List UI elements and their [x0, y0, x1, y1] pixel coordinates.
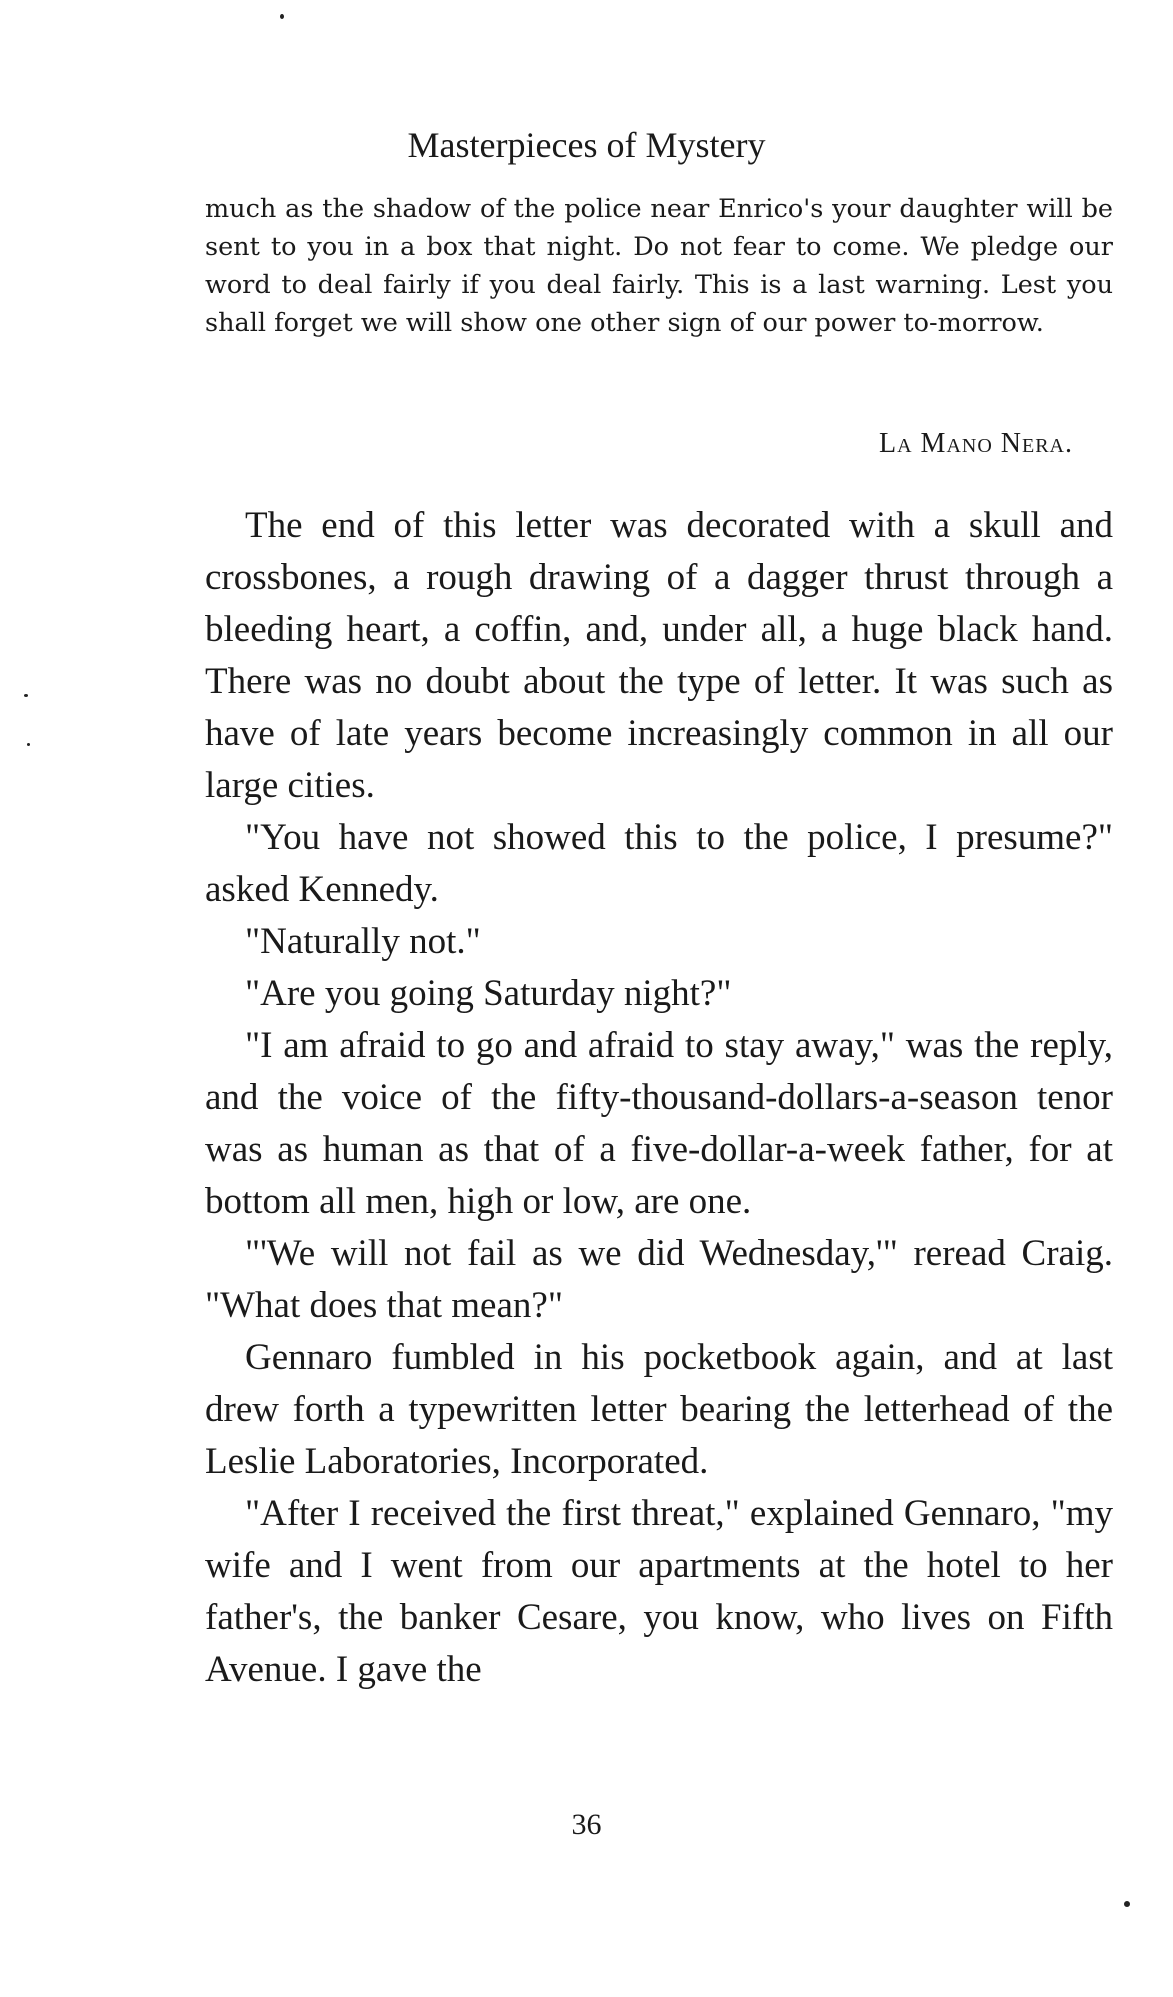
letter-signature: La Mano Nera.	[879, 428, 1073, 459]
paragraph: Gennaro fumbled in his pocketbook again, and at last drew forth a typewritten letter bearing the letterhead of the Leslie Laboratories, Incorporated.	[205, 1337, 1113, 1482]
paragraph: "Naturally not."	[245, 921, 481, 962]
body-text	[205, 500, 1113, 1696]
paragraph: "'We will not fail as we did Wednesday,'" reread Craig. "What does that mean?"	[205, 1233, 1113, 1326]
scan-speck	[1124, 1901, 1130, 1907]
paragraph: "Are you going Saturday night?"	[245, 973, 732, 1014]
paragraph: "I am afraid to go and afraid to stay away," was the reply, and the voice of the fifty-thousand-dollars-a-season tenor was as human as that of a five-dollar-a-week father, for at bottom all men, high or low, are one.	[205, 1025, 1113, 1222]
scan-speck	[24, 694, 28, 697]
paragraph: The end of this letter was decorated with a skull and crossbones, a rough drawing of a dagger thrust through a bleeding heart, a coffin, and, under all, a huge black hand. There was no doubt about the type of letter. It was such as have of late years become increasingly common in all our large cities.	[205, 505, 1113, 806]
running-head: Masterpieces of Mystery	[407, 125, 766, 165]
page-number: 36	[571, 1808, 602, 1841]
scan-speck	[27, 743, 30, 746]
paragraph: "After I received the first threat," explained Gennaro, "my wife and I went from our apartments at the hotel to her father's, the banker Cesare, you know, who lives on Fifth Avenue. I gave the	[205, 1493, 1113, 1690]
letter-text: much as the shadow of the police near Enrico's your daughter will be sent to you in a box that night. Do not fear to come. We pledge our word to deal fairly if you deal fairly. This is a last warning. Lest you shall forget we will show one other sign of our power to-morrow.	[205, 194, 1113, 338]
paragraph: "You have not showed this to the police, I presume?" asked Kennedy.	[205, 817, 1113, 910]
scan-speck	[280, 14, 284, 19]
quoted-letter	[205, 190, 1113, 342]
